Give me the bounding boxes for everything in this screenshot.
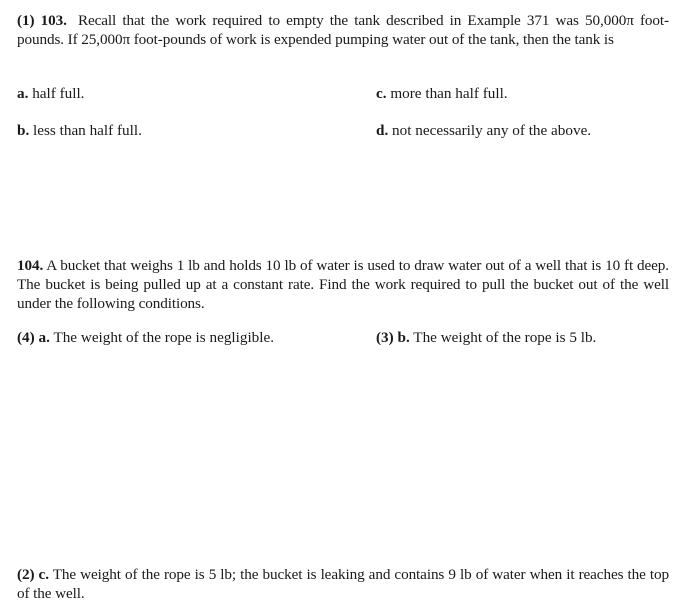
problem-103-option-d (376, 121, 591, 140)
part-text: The weight of the rope is 5 lb. (413, 329, 597, 346)
option-label: a. (17, 85, 29, 102)
problem-103-text: Recall that the work required to empty the tank described in Example 371 was 50,000π foot-pounds. If 25,000π foot-pounds of work is expended pumping water out of the tank, then the tank is (17, 12, 669, 48)
part-points: (4) (17, 329, 35, 346)
problem-103-points: (1) (17, 12, 35, 29)
problem-104-text: A bucket that weighs 1 lb and holds 10 lb of water is used to draw water out of a well that is 10 ft deep. The bucket is being pulled up at a constant rate. Find the work required to pull the bucket out of the well under the following conditions. (17, 257, 670, 312)
problem-104-part-b (376, 328, 596, 347)
part-label: a. (38, 329, 50, 346)
part-points: (3) (376, 329, 394, 346)
part-label: c. (38, 566, 49, 583)
problem-104-part-a (17, 328, 274, 347)
problem-104-statement (17, 256, 669, 313)
problem-104-part-c (17, 565, 669, 603)
problem-103-option-b (17, 121, 142, 140)
option-label: b. (17, 122, 30, 139)
option-text: half full. (32, 85, 85, 102)
problem-104-number: 104. (17, 257, 44, 274)
problem-103-number: 103. (40, 12, 67, 29)
option-text: more than half full. (390, 85, 508, 102)
part-text: The weight of the rope is 5 lb; the bucket is leaking and contains 9 lb of water when it reaches the top of the well. (17, 566, 669, 602)
problem-103-option-a (17, 84, 84, 103)
problem-103-statement (17, 11, 669, 49)
option-label: d. (376, 122, 389, 139)
part-text: The weight of the rope is negligible. (53, 329, 275, 346)
part-points: (2) (17, 566, 35, 583)
option-text: less than half full. (33, 122, 142, 139)
problem-103-option-c (376, 84, 508, 103)
option-text: not necessarily any of the above. (392, 122, 592, 139)
option-label: c. (376, 85, 387, 102)
part-label: b. (397, 329, 410, 346)
